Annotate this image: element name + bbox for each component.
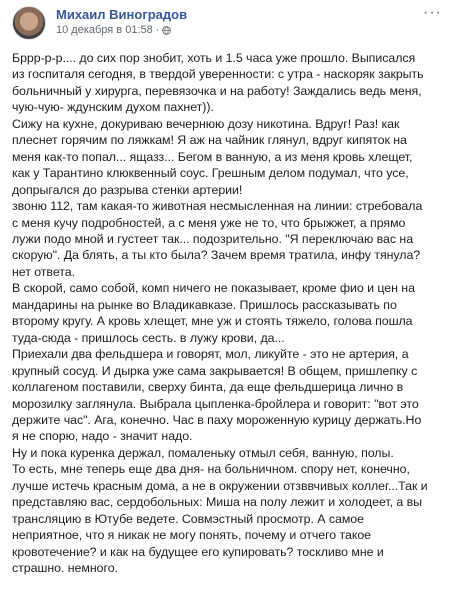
post-text-line: Ну и пока куренка держал, помаленьку отмыл себя, ванную, полы. <box>12 445 394 460</box>
post-text-line: из госпиталя сегодня, в твердой уверенности: с утра - наскоряк закрыть <box>12 67 424 82</box>
post-header <box>12 6 443 44</box>
post-text-line: морозилку заглянула. Выбрала цыпленка-бройлера и говорит: "вот это <box>12 396 419 411</box>
post-text-line: как у Тарантино клюквенный соус. Грешным делом подумал, что усе, <box>12 166 409 181</box>
separator-dot: · <box>155 24 160 36</box>
post-paragraph <box>12 280 443 346</box>
post-text-line: мандарины на рынке во Владикавказе. Пришлось рассказывать по <box>12 297 397 312</box>
post-text-line: допрыгался до разрыва стенки артерии! <box>12 182 243 197</box>
post-text-line: кровотечение? и как на будущее его купировать? тоскливо мне и <box>12 544 384 559</box>
post-text-line: Сижу на кухне, докуриваю вечернюю дозу никотина. Вдруг! Раз! как <box>12 116 400 131</box>
post-text-line: коллагеном поставили, сверху бинта, да еще фельдшерица лично в <box>12 380 404 395</box>
post-timestamp[interactable]: 10 декабря в 01:58 <box>56 24 153 36</box>
post-text-line: То есть, мне теперь еще два дня- на больничном. спору нет, конечно, <box>12 462 410 477</box>
post-paragraph <box>12 50 443 116</box>
post-text-line: лужи подо мной и густеет так... подозрительно. "Я переключаю вас на <box>12 231 414 246</box>
post-text-line: с меня кучу подробностей, а с меня уже не то, что брыжжет, а прямо <box>12 215 406 230</box>
post-text-line: плеснет горячим по ляжкам! Я аж на чайник глянул, вдруг кипяток на <box>12 133 407 148</box>
post-text-line: неприятное, что я никак не могу понять, почему и отчего такое <box>12 528 372 543</box>
post-text-line: представляю вас, сердобольных: Миша на полу лежит и холодеет, а вы <box>12 495 423 510</box>
post-text-line: туда-сюда - пришлось сесть. в лужу крови, да... <box>12 330 285 345</box>
post-text-line: нет ответа. <box>12 264 75 279</box>
post-text-line: я не спорю, надо - значит надо. <box>12 429 193 444</box>
post-text-line: второму кругу. А кровь хлещет, мне уж и стоять тяжело, голова пошла <box>12 314 413 329</box>
post-text-line: звоню 112, там какая-то животная несмысленная на линии: стребовала <box>12 199 423 214</box>
post-text-line: лучше истечь красным дома, а не в окружении отзввчивых коллег...Так и <box>12 478 428 493</box>
post-paragraph <box>12 116 443 198</box>
post-text-line: скорую". Да блять, а ты кто была? Зачем время тратила, инфу тянула? <box>12 248 421 263</box>
post-text-line: больничный у хирурга, перевязочка и на работу! Заждались ведь меня, <box>12 83 422 98</box>
post-text-line: трансляцию в Ютубе ведете. Совмэстный просмотр. А самое <box>12 511 364 526</box>
post-paragraph <box>12 346 443 445</box>
post-text <box>12 50 443 577</box>
post-text-line: чую-чую- ждунским духом пахнет)). <box>12 100 214 115</box>
post-meta <box>56 6 187 38</box>
globe-icon <box>162 26 171 35</box>
post-paragraph <box>12 198 443 280</box>
post-text-line: держите час". Ага, конечно. Час в паху мороженную курицу держать.Но <box>12 412 422 427</box>
author-name[interactable]: Михаил Виноградов <box>56 7 188 22</box>
post-text-line: меня как-то попал... ящазз... Бегом в ванную, а из меня кровь хлещет, <box>12 149 413 164</box>
post-text-line: В скорой, само собой, комп ничего не показывает, кроме фио и цен на <box>12 281 415 296</box>
post-text-line: Бррр-р-р.... до сих пор знобит, хоть и 1.5 часа уже прошло. Выписался <box>12 51 416 65</box>
post-text-line: Приехали два фельдшера и говорят, мол, ликуйте - это не артерия, а <box>12 347 409 362</box>
ellipsis-icon[interactable]: ··· <box>423 4 442 21</box>
post-text-line: крупный сосуд. И дырка уже сама закрывается! В общем, пришлепку с <box>12 363 418 378</box>
post-paragraph <box>12 445 443 577</box>
post-subline <box>56 23 187 38</box>
post-text-line: страшно. немного. <box>12 561 118 576</box>
author-avatar[interactable] <box>12 6 46 40</box>
